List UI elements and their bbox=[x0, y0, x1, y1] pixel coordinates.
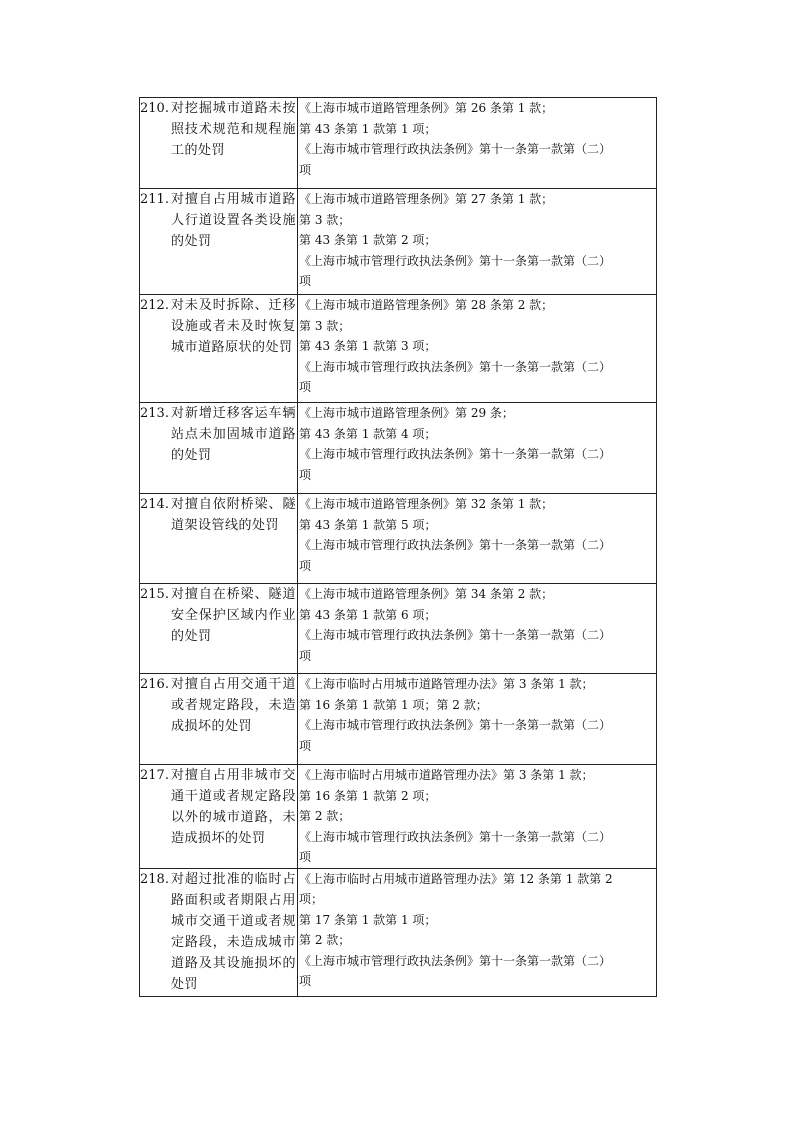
penalty-item bbox=[140, 494, 297, 536]
item-number: 215. bbox=[140, 587, 169, 602]
legal-basis-cell bbox=[298, 584, 657, 674]
legal-basis-line: 项 bbox=[299, 274, 312, 288]
item-title: 对擅自占用非城市交通干道或者规定路段以外的城市道路，未造成损坏的处罚 bbox=[171, 768, 296, 846]
table-row bbox=[140, 189, 657, 295]
legal-basis-line: 项 bbox=[299, 648, 312, 663]
item-title: 对擅自占用城市道路人行道设置各类设施的处罚 bbox=[171, 192, 296, 249]
penalty-item bbox=[140, 584, 297, 647]
penalty-item-cell bbox=[140, 765, 298, 869]
penalty-item bbox=[140, 189, 297, 252]
legal-basis-line: 《上海市城市管理行政执法条例》第十一条第一款第（二） bbox=[299, 628, 612, 642]
legal-basis-line: 第 43 条第 1 款第 6 项； bbox=[299, 607, 437, 622]
legal-basis-line: 第 16 条第 1 款第 1 项；第 2 款； bbox=[299, 697, 488, 712]
table-body bbox=[140, 98, 657, 997]
legal-basis-line: 第 43 条第 1 款第 2 项； bbox=[299, 233, 437, 247]
legal-basis-cell bbox=[298, 189, 657, 295]
legal-basis-line: 《上海市临时占用城市道路管理办法》第 3 条第 1 款； bbox=[299, 768, 594, 782]
penalty-item bbox=[140, 765, 297, 849]
item-title: 对擅自占用交通干道或者规定路段，未造成损坏的处罚 bbox=[171, 677, 296, 734]
legal-basis-line: 《上海市城市道路管理条例》第 29 条； bbox=[299, 406, 514, 420]
legal-basis-line: 《上海市城市管理行政执法条例》第十一条第一款第（二） bbox=[299, 253, 612, 268]
legal-basis-line: 项 bbox=[299, 162, 312, 177]
legal-basis-line: 项 bbox=[299, 558, 312, 573]
penalty-item bbox=[140, 869, 297, 995]
item-number: 217. bbox=[140, 768, 169, 783]
legal-basis-line: 《上海市临时占用城市道路管理办法》第 3 条第 1 款； bbox=[299, 677, 594, 691]
item-title: 对新增迁移客运车辆站点未加固城市道路的处罚 bbox=[171, 406, 296, 463]
penalty-item-cell bbox=[140, 98, 298, 189]
legal-basis-cell bbox=[298, 403, 657, 494]
legal-basis-line: 第 2 款； bbox=[299, 809, 351, 823]
table-row bbox=[140, 765, 657, 869]
penalty-item bbox=[140, 674, 297, 737]
penalty-item bbox=[140, 295, 297, 358]
legal-basis-line: 《上海市临时占用城市道路管理办法》第 12 条第 1 款第 2 bbox=[299, 871, 613, 886]
legal-basis-line: 第 3 款； bbox=[299, 318, 351, 333]
legal-basis-line: 项 bbox=[299, 380, 312, 394]
item-number: 210. bbox=[140, 101, 169, 116]
legal-basis-line: 项 bbox=[299, 467, 312, 482]
legal-basis-cell bbox=[298, 765, 657, 869]
legal-basis-cell bbox=[298, 295, 657, 403]
table-row bbox=[140, 494, 657, 584]
item-title: 对挖掘城市道路未按照技术规范和规程施工的处罚 bbox=[171, 101, 296, 158]
item-number: 216. bbox=[140, 677, 169, 692]
legal-basis-line: 第 3 款； bbox=[299, 212, 351, 227]
legal-basis-line: 《上海市城市道路管理条例》第 32 条第 1 款； bbox=[299, 497, 554, 511]
table-row bbox=[140, 295, 657, 403]
item-number: 218. bbox=[140, 871, 169, 887]
legal-basis-cell bbox=[298, 868, 657, 996]
legal-basis-line: 《上海市城市道路管理条例》第 26 条第 1 款； bbox=[299, 101, 554, 115]
legal-basis-line: 《上海市城市管理行政执法条例》第十一条第一款第（二） bbox=[299, 718, 612, 732]
table-row bbox=[140, 674, 657, 765]
legal-basis-line: 第 2 款； bbox=[299, 933, 351, 947]
item-title: 对超过批准的临时占路面积或者期限占用城市交通干道或者规定路段，未造成城市道路及其设施损坏的处罚 bbox=[171, 871, 296, 992]
penalty-item-cell bbox=[140, 295, 298, 403]
legal-basis-cell bbox=[298, 674, 657, 765]
item-title: 对擅自依附桥梁、隧道架设管线的处罚 bbox=[171, 497, 296, 533]
penalty-item-cell bbox=[140, 494, 298, 584]
table-row bbox=[140, 868, 657, 996]
penalty-item-cell bbox=[140, 189, 298, 295]
penalty-item bbox=[140, 98, 297, 161]
legal-basis-line: 第 43 条第 1 款第 1 项； bbox=[299, 121, 437, 136]
penalty-item-cell bbox=[140, 868, 298, 996]
item-number: 212. bbox=[140, 298, 169, 313]
legal-basis-line: 《上海市城市管理行政执法条例》第十一条第一款第（二） bbox=[299, 538, 612, 552]
table-row bbox=[140, 403, 657, 494]
item-number: 214. bbox=[140, 497, 169, 512]
penalty-item-cell bbox=[140, 674, 298, 765]
legal-basis-line: 《上海市城市道路管理条例》第 28 条第 2 款； bbox=[299, 298, 554, 312]
legal-basis-line: 《上海市城市管理行政执法条例》第十一条第一款第（二） bbox=[299, 953, 612, 968]
penalty-basis-table bbox=[139, 97, 657, 997]
item-number: 213. bbox=[140, 406, 169, 421]
legal-basis-line: 《上海市城市道路管理条例》第 27 条第 1 款； bbox=[299, 192, 554, 206]
legal-basis-line: 第 43 条第 1 款第 4 项； bbox=[299, 426, 437, 441]
legal-basis-line: 项 bbox=[299, 738, 312, 753]
penalty-item-cell bbox=[140, 403, 298, 494]
legal-basis-line: 第 17 条第 1 款第 1 项； bbox=[299, 912, 437, 927]
item-title: 对未及时拆除、迁移设施或者未及时恢复城市道路原状的处罚 bbox=[171, 298, 296, 355]
table-row bbox=[140, 98, 657, 189]
item-title: 对擅自在桥梁、隧道安全保护区域内作业的处罚 bbox=[171, 587, 296, 644]
legal-basis-line: 《上海市城市管理行政执法条例》第十一条第一款第（二） bbox=[299, 359, 612, 374]
legal-basis-line: 《上海市城市管理行政执法条例》第十一条第一款第（二） bbox=[299, 447, 612, 461]
legal-basis-line: 第 43 条第 1 款第 5 项； bbox=[299, 517, 437, 532]
legal-basis-cell bbox=[298, 98, 657, 189]
table-row bbox=[140, 584, 657, 674]
legal-basis-line: 《上海市城市管理行政执法条例》第十一条第一款第（二） bbox=[299, 829, 612, 844]
legal-basis-cell bbox=[298, 494, 657, 584]
item-number: 211. bbox=[140, 192, 169, 207]
penalty-item-cell bbox=[140, 584, 298, 674]
penalty-item bbox=[140, 403, 297, 466]
legal-basis-line: 项； bbox=[299, 892, 324, 906]
legal-basis-line: 项 bbox=[299, 850, 312, 864]
legal-basis-line: 《上海市城市道路管理条例》第 34 条第 2 款； bbox=[299, 587, 554, 601]
legal-basis-line: 第 16 条第 1 款第 2 项； bbox=[299, 788, 437, 803]
legal-basis-line: 项 bbox=[299, 974, 312, 988]
legal-basis-line: 第 43 条第 1 款第 3 项； bbox=[299, 339, 437, 353]
legal-basis-line: 《上海市城市管理行政执法条例》第十一条第一款第（二） bbox=[299, 142, 612, 156]
